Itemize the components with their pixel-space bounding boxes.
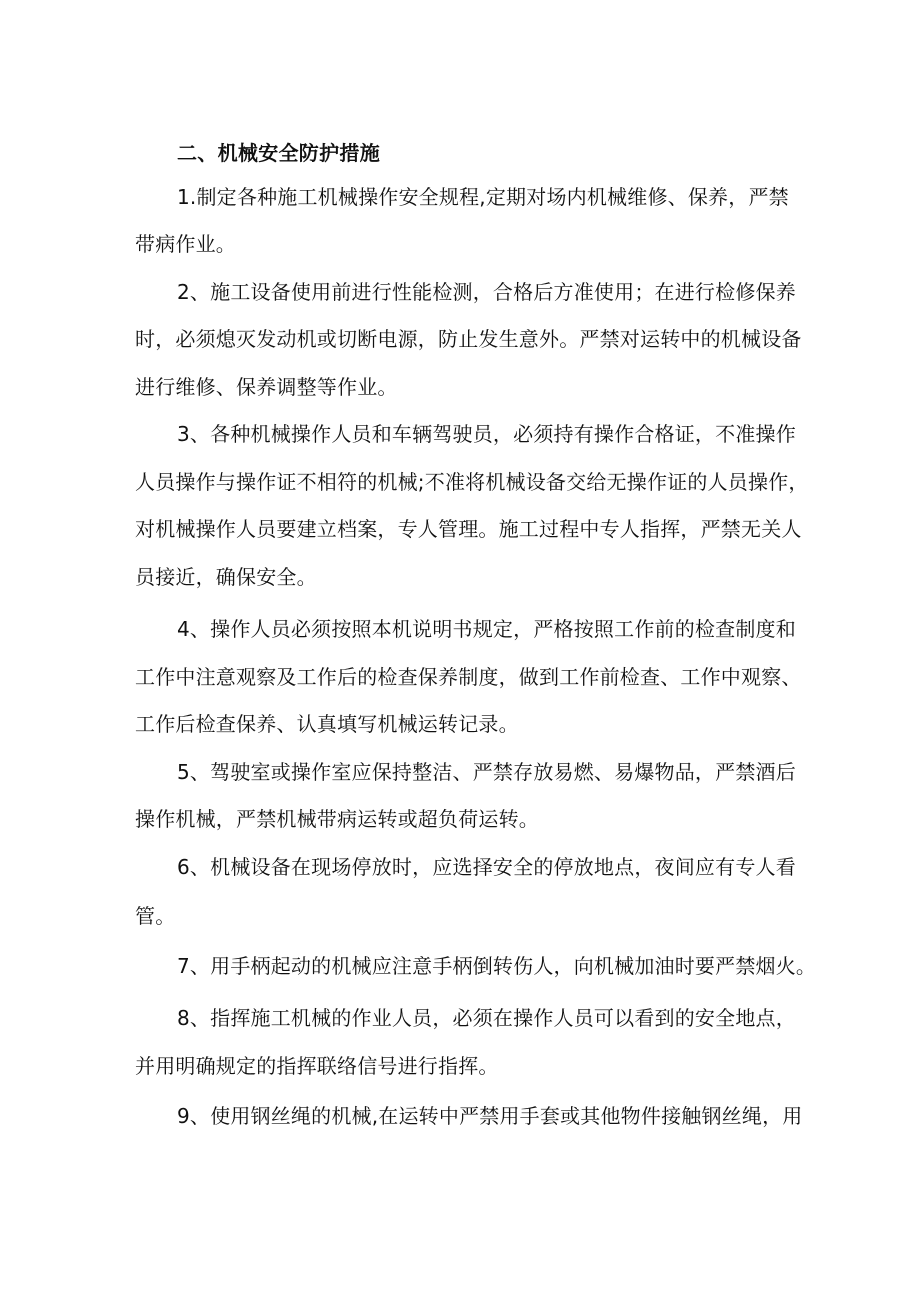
text-line: 管。 (135, 904, 176, 928)
text-line: 并用明确规定的指挥联络信号进行指挥。 (135, 1054, 499, 1078)
section-heading: 二、机械安全防护措施 (177, 141, 380, 165)
text-line: 8、指挥施工机械的作业人员，必须在操作人员可以看到的安全地点， (177, 1006, 796, 1030)
text-line: 人员操作与操作证不相符的机械;不准将机械设备交给无操作证的人员操作， (135, 470, 809, 494)
text-line: 2、施工设备使用前进行性能检测，合格后方准使用；在进行检修保养 (177, 280, 796, 304)
text-line: 9、使用钢丝绳的机械,在运转中严禁用手套或其他物件接触钢丝绳，用 (177, 1104, 803, 1128)
text-line: 4、操作人员必须按照本机说明书规定，严格按照工作前的检查制度和 (177, 617, 796, 641)
text-line: 6、机械设备在现场停放时，应选择安全的停放地点，夜间应有专人看 (177, 855, 796, 879)
text-line: 工作后检查保养、认真填写机械运转记录。 (135, 712, 519, 736)
text-line: 带病作业。 (135, 232, 236, 256)
text-line: 时，必须熄灭发动机或切断电源，防止发生意外。严禁对运转中的机械设备 (135, 327, 802, 351)
text-line: 工作中注意观察及工作后的检查保养制度，做到工作前检查、工作中观察、 (135, 665, 802, 689)
text-line: 对机械操作人员要建立档案，专人管理。施工过程中专人指挥，严禁无关人 (135, 517, 802, 541)
text-line: 操作机械，严禁机械带病运转或超负荷运转。 (135, 807, 539, 831)
text-line: 进行维修、保养调整等作业。 (135, 375, 398, 399)
text-line: 3、各种机械操作人员和车辆驾驶员，必须持有操作合格证，不准操作 (177, 422, 796, 446)
text-line: 1.制定各种施工机械操作安全规程,定期对场内机械维修、保养，严禁 (177, 185, 789, 209)
text-line: 5、驾驶室或操作室应保持整洁、严禁存放易燃、易爆物品，严禁酒后 (177, 760, 796, 784)
text-line: 员接近，确保安全。 (135, 565, 317, 589)
text-line: 7、用手柄起动的机械应注意手柄倒转伤人，向机械加油时要严禁烟火。 (177, 954, 817, 978)
